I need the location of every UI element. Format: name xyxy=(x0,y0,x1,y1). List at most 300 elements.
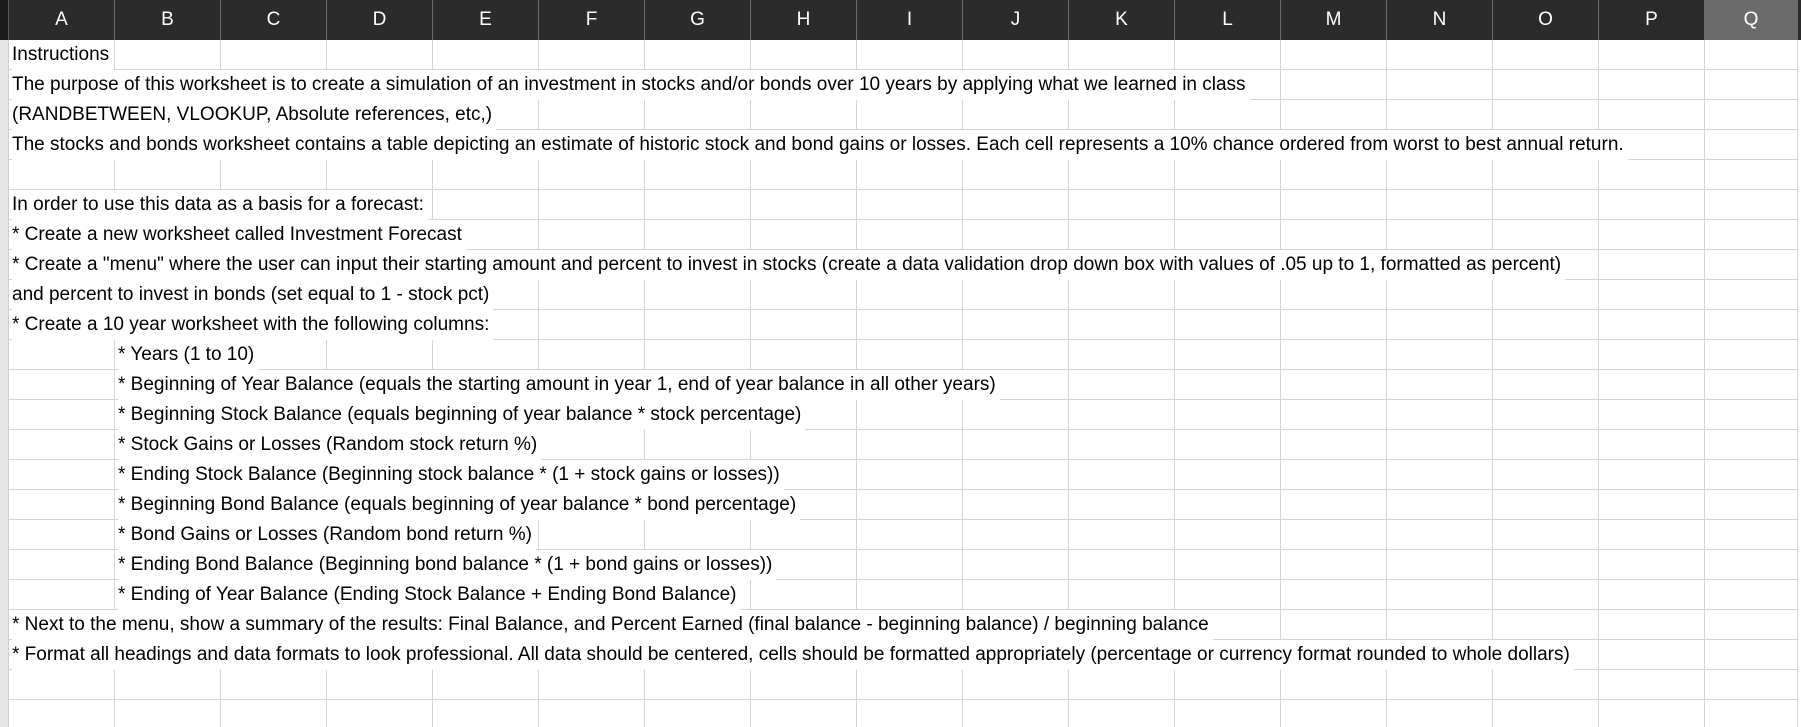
cell-o15[interactable] xyxy=(1493,460,1599,490)
cell-e11[interactable] xyxy=(433,340,539,370)
cell-f22[interactable] xyxy=(539,670,645,700)
cell-text: The purpose of this worksheet is to create a simulation of an investment in stocks and/or bonds over 10 years by applying what we learned in class xyxy=(12,70,1250,100)
column-header-i[interactable]: I xyxy=(857,0,963,40)
cell-c5[interactable] xyxy=(221,160,327,190)
cell-g22[interactable] xyxy=(645,670,751,700)
cell-text: * Create a "menu" where the user can input their starting amount and percent to invest in stocks (create a data validation drop down box with values of .05 up to 1, formatted as percent) xyxy=(12,250,1565,280)
column-header-g[interactable]: G xyxy=(645,0,751,40)
cell-q10[interactable] xyxy=(1705,310,1798,340)
cell-j19[interactable] xyxy=(963,580,1069,610)
cell-k11[interactable] xyxy=(1069,340,1175,370)
cell-o14[interactable] xyxy=(1493,430,1599,460)
cell-o20[interactable] xyxy=(1493,610,1599,640)
cell-o1[interactable] xyxy=(1493,40,1599,70)
cell-l14[interactable] xyxy=(1175,430,1281,460)
cell-p7[interactable] xyxy=(1599,220,1705,250)
cell-a19[interactable] xyxy=(9,580,115,610)
cell-p21[interactable] xyxy=(1599,640,1705,670)
cell-k9[interactable] xyxy=(1069,280,1175,310)
cell-i1[interactable] xyxy=(857,40,963,70)
cell-o22[interactable] xyxy=(1493,670,1599,700)
row-header[interactable] xyxy=(0,220,9,250)
cell-p16[interactable] xyxy=(1599,490,1705,520)
cell-e5[interactable] xyxy=(433,160,539,190)
cell-e22[interactable] xyxy=(433,670,539,700)
cell-f5[interactable] xyxy=(539,160,645,190)
cell-j3[interactable] xyxy=(963,100,1069,130)
sheet-row xyxy=(0,280,1801,310)
cell-a12[interactable] xyxy=(9,370,115,400)
cell-l5[interactable] xyxy=(1175,160,1281,190)
cell-k10[interactable] xyxy=(1069,310,1175,340)
column-header-h[interactable]: H xyxy=(751,0,857,40)
cell-i15[interactable] xyxy=(857,460,963,490)
cell-m3[interactable] xyxy=(1281,100,1387,130)
cell-m18[interactable] xyxy=(1281,550,1387,580)
cell-n12[interactable] xyxy=(1387,370,1493,400)
cell-l19[interactable] xyxy=(1175,580,1281,610)
cell-o12[interactable] xyxy=(1493,370,1599,400)
cell-d1[interactable] xyxy=(327,40,433,70)
cell-h1[interactable] xyxy=(751,40,857,70)
cell-n10[interactable] xyxy=(1387,310,1493,340)
cell-k15[interactable] xyxy=(1069,460,1175,490)
cell-f23[interactable] xyxy=(539,700,645,727)
cell-text: In order to use this data as a basis for a forecast: xyxy=(12,190,428,220)
cell-h14[interactable] xyxy=(751,430,857,460)
sheet-row xyxy=(0,460,1801,490)
cell-text: * Ending of Year Balance (Ending Stock Balance + Ending Bond Balance) xyxy=(118,580,740,610)
cell-p12[interactable] xyxy=(1599,370,1705,400)
cell-f7[interactable] xyxy=(539,220,645,250)
cell-j1[interactable] xyxy=(963,40,1069,70)
cell-b5[interactable] xyxy=(115,160,221,190)
cell-o18[interactable] xyxy=(1493,550,1599,580)
cell-d5[interactable] xyxy=(327,160,433,190)
column-header-p[interactable]: P xyxy=(1599,0,1705,40)
cell-j22[interactable] xyxy=(963,670,1069,700)
cell-k19[interactable] xyxy=(1069,580,1175,610)
cell-p3[interactable] xyxy=(1599,100,1705,130)
cell-g23[interactable] xyxy=(645,700,751,727)
row-header[interactable] xyxy=(0,490,9,520)
cell-j16[interactable] xyxy=(963,490,1069,520)
cell-q16[interactable] xyxy=(1705,490,1798,520)
cell-n5[interactable] xyxy=(1387,160,1493,190)
cell-m2[interactable] xyxy=(1281,70,1387,100)
cell-q22[interactable] xyxy=(1705,670,1798,700)
cell-h22[interactable] xyxy=(751,670,857,700)
cell-a13[interactable] xyxy=(9,400,115,430)
row-header[interactable] xyxy=(0,130,9,160)
cell-i23[interactable] xyxy=(857,700,963,727)
cell-i16[interactable] xyxy=(857,490,963,520)
cell-q8[interactable] xyxy=(1705,250,1798,280)
cell-o6[interactable] xyxy=(1493,190,1599,220)
cell-q3[interactable] xyxy=(1705,100,1798,130)
cell-p14[interactable] xyxy=(1599,430,1705,460)
cell-q5[interactable] xyxy=(1705,160,1798,190)
cell-p2[interactable] xyxy=(1599,70,1705,100)
cell-l6[interactable] xyxy=(1175,190,1281,220)
cell-m16[interactable] xyxy=(1281,490,1387,520)
cell-g5[interactable] xyxy=(645,160,751,190)
cell-i5[interactable] xyxy=(857,160,963,190)
cell-p5[interactable] xyxy=(1599,160,1705,190)
cell-q4[interactable] xyxy=(1705,130,1798,160)
cell-q19[interactable] xyxy=(1705,580,1798,610)
cell-n20[interactable] xyxy=(1387,610,1493,640)
cell-q12[interactable] xyxy=(1705,370,1798,400)
cell-o10[interactable] xyxy=(1493,310,1599,340)
row-header[interactable] xyxy=(0,580,9,610)
column-header-c[interactable]: C xyxy=(221,0,327,40)
cell-m22[interactable] xyxy=(1281,670,1387,700)
cell-n1[interactable] xyxy=(1387,40,1493,70)
cell-n17[interactable] xyxy=(1387,520,1493,550)
cell-a14[interactable] xyxy=(9,430,115,460)
cell-k12[interactable] xyxy=(1069,370,1175,400)
cell-c23[interactable] xyxy=(221,700,327,727)
sheet-row xyxy=(0,370,1801,400)
cell-l10[interactable] xyxy=(1175,310,1281,340)
cell-q6[interactable] xyxy=(1705,190,1798,220)
cell-l9[interactable] xyxy=(1175,280,1281,310)
cell-i19[interactable] xyxy=(857,580,963,610)
cell-q17[interactable] xyxy=(1705,520,1798,550)
cell-m1[interactable] xyxy=(1281,40,1387,70)
cell-q1[interactable] xyxy=(1705,40,1798,70)
cell-i11[interactable] xyxy=(857,340,963,370)
row-header[interactable] xyxy=(0,70,9,100)
cell-m23[interactable] xyxy=(1281,700,1387,727)
cell-l22[interactable] xyxy=(1175,670,1281,700)
column-header-l[interactable]: L xyxy=(1175,0,1281,40)
cell-j23[interactable] xyxy=(963,700,1069,727)
cell-n19[interactable] xyxy=(1387,580,1493,610)
cell-q21[interactable] xyxy=(1705,640,1798,670)
cell-j17[interactable] xyxy=(963,520,1069,550)
cell-text: * Stock Gains or Losses (Random stock return %) xyxy=(118,430,541,460)
cell-p23[interactable] xyxy=(1599,700,1705,727)
cell-l15[interactable] xyxy=(1175,460,1281,490)
cell-n9[interactable] xyxy=(1387,280,1493,310)
row-header[interactable] xyxy=(0,640,9,670)
cell-m10[interactable] xyxy=(1281,310,1387,340)
cell-n23[interactable] xyxy=(1387,700,1493,727)
cell-e23[interactable] xyxy=(433,700,539,727)
row-header[interactable] xyxy=(0,520,9,550)
cell-k6[interactable] xyxy=(1069,190,1175,220)
cell-a22[interactable] xyxy=(9,670,115,700)
cell-g14[interactable] xyxy=(645,430,751,460)
column-header-m[interactable]: M xyxy=(1281,0,1387,40)
cell-m14[interactable] xyxy=(1281,430,1387,460)
cell-o7[interactable] xyxy=(1493,220,1599,250)
cell-k1[interactable] xyxy=(1069,40,1175,70)
cell-o9[interactable] xyxy=(1493,280,1599,310)
cell-a5[interactable] xyxy=(9,160,115,190)
cell-h7[interactable] xyxy=(751,220,857,250)
cell-f17[interactable] xyxy=(539,520,645,550)
cell-m7[interactable] xyxy=(1281,220,1387,250)
row-header[interactable] xyxy=(0,340,9,370)
column-header-e[interactable]: E xyxy=(433,0,539,40)
cell-p13[interactable] xyxy=(1599,400,1705,430)
row-header[interactable] xyxy=(0,250,9,280)
cell-k22[interactable] xyxy=(1069,670,1175,700)
cell-l18[interactable] xyxy=(1175,550,1281,580)
cell-h19[interactable] xyxy=(751,580,857,610)
row-header[interactable] xyxy=(0,670,9,700)
cell-m13[interactable] xyxy=(1281,400,1387,430)
row-header[interactable] xyxy=(0,400,9,430)
cell-m20[interactable] xyxy=(1281,610,1387,640)
cell-n7[interactable] xyxy=(1387,220,1493,250)
cell-k23[interactable] xyxy=(1069,700,1175,727)
cell-g17[interactable] xyxy=(645,520,751,550)
cell-h6[interactable] xyxy=(751,190,857,220)
column-header-n[interactable]: N xyxy=(1387,0,1493,40)
cell-g6[interactable] xyxy=(645,190,751,220)
cell-p8[interactable] xyxy=(1599,250,1705,280)
cell-f11[interactable] xyxy=(539,340,645,370)
cell-text: and percent to invest in bonds (set equal to 1 - stock pct) xyxy=(12,280,493,310)
cell-o23[interactable] xyxy=(1493,700,1599,727)
cell-m11[interactable] xyxy=(1281,340,1387,370)
cell-p6[interactable] xyxy=(1599,190,1705,220)
cell-o5[interactable] xyxy=(1493,160,1599,190)
cell-o3[interactable] xyxy=(1493,100,1599,130)
cell-n13[interactable] xyxy=(1387,400,1493,430)
cell-a15[interactable] xyxy=(9,460,115,490)
cell-f6[interactable] xyxy=(539,190,645,220)
cell-p20[interactable] xyxy=(1599,610,1705,640)
column-header-q[interactable]: Q xyxy=(1705,0,1798,40)
cell-i3[interactable] xyxy=(857,100,963,130)
cell-l17[interactable] xyxy=(1175,520,1281,550)
cell-l7[interactable] xyxy=(1175,220,1281,250)
row-header[interactable] xyxy=(0,370,9,400)
sheet-row xyxy=(0,70,1801,100)
cell-k3[interactable] xyxy=(1069,100,1175,130)
cell-q11[interactable] xyxy=(1705,340,1798,370)
cell-q9[interactable] xyxy=(1705,280,1798,310)
cell-m15[interactable] xyxy=(1281,460,1387,490)
cell-m6[interactable] xyxy=(1281,190,1387,220)
cell-b23[interactable] xyxy=(115,700,221,727)
column-header-f[interactable]: F xyxy=(539,0,645,40)
cell-d22[interactable] xyxy=(327,670,433,700)
cell-d23[interactable] xyxy=(327,700,433,727)
cell-p11[interactable] xyxy=(1599,340,1705,370)
cell-p18[interactable] xyxy=(1599,550,1705,580)
cell-j6[interactable] xyxy=(963,190,1069,220)
cell-j11[interactable] xyxy=(963,340,1069,370)
cell-q2[interactable] xyxy=(1705,70,1798,100)
cell-l1[interactable] xyxy=(1175,40,1281,70)
cell-p1[interactable] xyxy=(1599,40,1705,70)
column-header-d[interactable]: D xyxy=(327,0,433,40)
cell-n22[interactable] xyxy=(1387,670,1493,700)
cell-o13[interactable] xyxy=(1493,400,1599,430)
column-header-b[interactable]: B xyxy=(115,0,221,40)
row-header[interactable] xyxy=(0,280,9,310)
cell-j9[interactable] xyxy=(963,280,1069,310)
column-header-o[interactable]: O xyxy=(1493,0,1599,40)
cell-g7[interactable] xyxy=(645,220,751,250)
cell-n2[interactable] xyxy=(1387,70,1493,100)
column-header-bar xyxy=(0,0,1801,40)
row-header[interactable] xyxy=(0,100,9,130)
cell-i17[interactable] xyxy=(857,520,963,550)
row-header[interactable] xyxy=(0,310,9,340)
cell-a17[interactable] xyxy=(9,520,115,550)
cell-m9[interactable] xyxy=(1281,280,1387,310)
sheet-row xyxy=(0,430,1801,460)
cell-j15[interactable] xyxy=(963,460,1069,490)
cell-h23[interactable] xyxy=(751,700,857,727)
cell-j10[interactable] xyxy=(963,310,1069,340)
cell-h9[interactable] xyxy=(751,280,857,310)
cell-a11[interactable] xyxy=(9,340,115,370)
cell-k7[interactable] xyxy=(1069,220,1175,250)
cell-e1[interactable] xyxy=(433,40,539,70)
cell-i7[interactable] xyxy=(857,220,963,250)
row-header[interactable] xyxy=(0,160,9,190)
cell-n16[interactable] xyxy=(1387,490,1493,520)
cell-f9[interactable] xyxy=(539,280,645,310)
cell-n18[interactable] xyxy=(1387,550,1493,580)
cell-q14[interactable] xyxy=(1705,430,1798,460)
cell-q15[interactable] xyxy=(1705,460,1798,490)
cell-g1[interactable] xyxy=(645,40,751,70)
sheet-row xyxy=(0,400,1801,430)
row-header[interactable] xyxy=(0,40,9,70)
select-all-corner[interactable] xyxy=(0,0,9,40)
cell-h10[interactable] xyxy=(751,310,857,340)
cell-n11[interactable] xyxy=(1387,340,1493,370)
cell-h5[interactable] xyxy=(751,160,857,190)
cell-o2[interactable] xyxy=(1493,70,1599,100)
cell-d11[interactable] xyxy=(327,340,433,370)
cell-l16[interactable] xyxy=(1175,490,1281,520)
cell-c22[interactable] xyxy=(221,670,327,700)
cell-f1[interactable] xyxy=(539,40,645,70)
cell-i13[interactable] xyxy=(857,400,963,430)
cell-n3[interactable] xyxy=(1387,100,1493,130)
cell-n14[interactable] xyxy=(1387,430,1493,460)
row-header[interactable] xyxy=(0,610,9,640)
cell-e6[interactable] xyxy=(433,190,539,220)
cell-p22[interactable] xyxy=(1599,670,1705,700)
cell-a18[interactable] xyxy=(9,550,115,580)
cell-a23[interactable] xyxy=(9,700,115,727)
cell-h17[interactable] xyxy=(751,520,857,550)
cell-o19[interactable] xyxy=(1493,580,1599,610)
cell-j14[interactable] xyxy=(963,430,1069,460)
cell-p9[interactable] xyxy=(1599,280,1705,310)
row-header[interactable] xyxy=(0,430,9,460)
cell-a16[interactable] xyxy=(9,490,115,520)
cell-o17[interactable] xyxy=(1493,520,1599,550)
cell-l3[interactable] xyxy=(1175,100,1281,130)
row-header[interactable] xyxy=(0,190,9,220)
cell-c1[interactable] xyxy=(221,40,327,70)
cell-i22[interactable] xyxy=(857,670,963,700)
cell-g10[interactable] xyxy=(645,310,751,340)
cell-k5[interactable] xyxy=(1069,160,1175,190)
cell-o11[interactable] xyxy=(1493,340,1599,370)
cell-k14[interactable] xyxy=(1069,430,1175,460)
cell-g3[interactable] xyxy=(645,100,751,130)
cell-p17[interactable] xyxy=(1599,520,1705,550)
column-header-j[interactable]: J xyxy=(963,0,1069,40)
row-header[interactable] xyxy=(0,460,9,490)
cell-i14[interactable] xyxy=(857,430,963,460)
cell-b1[interactable] xyxy=(115,40,221,70)
cell-l23[interactable] xyxy=(1175,700,1281,727)
sheet-row xyxy=(0,250,1801,280)
cell-h3[interactable] xyxy=(751,100,857,130)
cell-m12[interactable] xyxy=(1281,370,1387,400)
cell-j5[interactable] xyxy=(963,160,1069,190)
cell-q23[interactable] xyxy=(1705,700,1798,727)
cell-i18[interactable] xyxy=(857,550,963,580)
cell-f10[interactable] xyxy=(539,310,645,340)
cell-m19[interactable] xyxy=(1281,580,1387,610)
cell-n6[interactable] xyxy=(1387,190,1493,220)
sheet-row xyxy=(0,130,1801,160)
column-header-k[interactable]: K xyxy=(1069,0,1175,40)
cell-k17[interactable] xyxy=(1069,520,1175,550)
cell-text: * Years (1 to 10) xyxy=(118,340,258,370)
cell-h11[interactable] xyxy=(751,340,857,370)
cell-j7[interactable] xyxy=(963,220,1069,250)
cell-o16[interactable] xyxy=(1493,490,1599,520)
cell-m5[interactable] xyxy=(1281,160,1387,190)
column-header-a[interactable]: A xyxy=(9,0,115,40)
cell-p10[interactable] xyxy=(1599,310,1705,340)
cell-f14[interactable] xyxy=(539,430,645,460)
cell-l13[interactable] xyxy=(1175,400,1281,430)
cell-g9[interactable] xyxy=(645,280,751,310)
cell-b22[interactable] xyxy=(115,670,221,700)
cell-q18[interactable] xyxy=(1705,550,1798,580)
cell-l12[interactable] xyxy=(1175,370,1281,400)
cell-n15[interactable] xyxy=(1387,460,1493,490)
cell-g11[interactable] xyxy=(645,340,751,370)
cell-l11[interactable] xyxy=(1175,340,1281,370)
cell-k16[interactable] xyxy=(1069,490,1175,520)
cell-j18[interactable] xyxy=(963,550,1069,580)
cell-i10[interactable] xyxy=(857,310,963,340)
cell-m17[interactable] xyxy=(1281,520,1387,550)
cell-k18[interactable] xyxy=(1069,550,1175,580)
cell-i9[interactable] xyxy=(857,280,963,310)
cell-f3[interactable] xyxy=(539,100,645,130)
cell-k13[interactable] xyxy=(1069,400,1175,430)
cell-p15[interactable] xyxy=(1599,460,1705,490)
cell-i6[interactable] xyxy=(857,190,963,220)
cell-q20[interactable] xyxy=(1705,610,1798,640)
cell-p19[interactable] xyxy=(1599,580,1705,610)
cell-j13[interactable] xyxy=(963,400,1069,430)
cell-q7[interactable] xyxy=(1705,220,1798,250)
cell-q13[interactable] xyxy=(1705,400,1798,430)
row-header[interactable] xyxy=(0,550,9,580)
row-header[interactable] xyxy=(0,700,9,727)
